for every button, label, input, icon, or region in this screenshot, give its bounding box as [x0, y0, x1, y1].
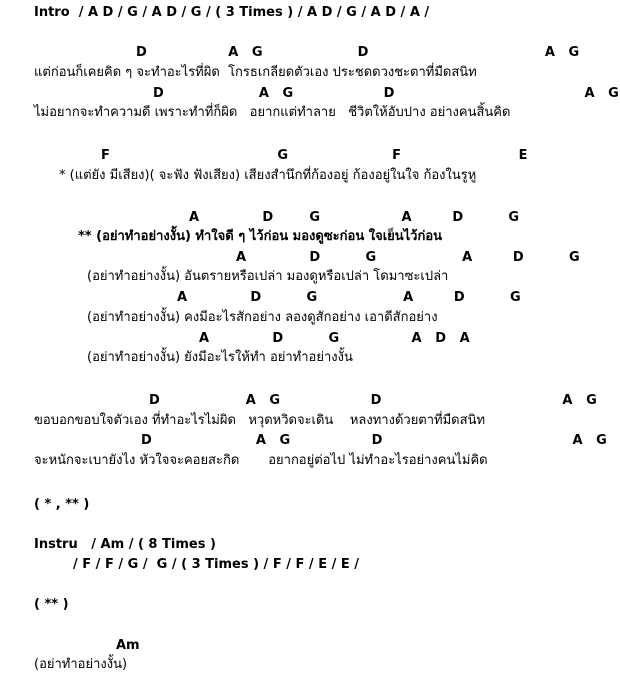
verse2-lyric-line-1: ขอบอกขอบใจตัวเอง ที่ทำอะไรไม่ผิด หวุดหวิดจะเดิน หลงทางด้วยตาที่มืดสนิท — [34, 413, 486, 428]
instru-line-1: Instru / Am / ( 8 Times ) — [34, 537, 216, 552]
verse1-chord-line-2: D A G D A G — [153, 86, 619, 101]
chorus-lyric-line-1: ** (อย่าทำอย่างงั้น) ทำใจดี ๆ ไว้ก่อน มองดูซะก่อน ใจเย็นไว้ก่อน — [78, 229, 443, 244]
chorus-chord-line-2: A D G A D G — [236, 250, 580, 265]
verse1-lyric-line-1: แต่ก่อนก็เคยคิด ๆ จะทำอะไรที่ผิด โกรธเกลียดตัวเอง ประชดดวงชะตาที่มืดสนิท — [34, 65, 477, 80]
intro-line: Intro / A D / G / A D / G / ( 3 Times ) / A D / G / A D / A / — [34, 5, 430, 20]
instru-line-2: / F / F / G / G / ( 3 Times ) / F / F / E / E / — [73, 557, 360, 572]
verse2-chord-line-1: D A G D A G — [149, 393, 597, 408]
chorus-lyric-line-2: (อย่าทำอย่างงั้น) อันตรายหรือเปล่า มองดูหรือเปล่า โดมาซะเปล่า — [87, 269, 449, 284]
outro-chord-line: Am — [116, 638, 140, 653]
chorus-lyric-line-4: (อย่าทำอย่างงั้น) ยังมีอะไรให้ทำ อย่าทำอย่างงั้น — [87, 350, 353, 365]
prechorus-lyric-line: * (แต่ยัง มีเสียง)( จะฟัง ฟังเสียง) เสียงสำนึกที่ก้องอยู่ ก้องอยู่ในใจ ก้องในรูหู — [59, 168, 477, 183]
repeat-marker-1: ( * , ** ) — [34, 497, 90, 512]
repeat-marker-2: ( ** ) — [34, 597, 69, 612]
chorus-chord-line-3: A D G A D G — [177, 290, 521, 305]
chorus-lyric-line-3: (อย่าทำอย่างงั้น) คงมีอะไรสักอย่าง ลองดูสักอย่าง เอาดีสักอย่าง — [87, 310, 438, 325]
prechorus-chord-line: F G F E — [101, 148, 528, 163]
verse1-lyric-line-2: ไม่อยากจะทำความดี เพราะทำที่ก็ผิด อยากแต่ทำลาย ชีวิตให้อับปาง อย่างคนสิ้นคิด — [34, 105, 511, 120]
chorus-chord-line-1: A D G A D G — [189, 210, 520, 225]
chorus-chord-line-4: A D G A D A — [199, 331, 470, 346]
verse1-chord-line-1: D A G D A G — [136, 45, 580, 60]
verse2-chord-line-2: D A G D A G — [141, 433, 607, 448]
verse2-lyric-line-2: จะหนักจะเบายังไง หัวใจจะคอยสะกิด อยากอยู่ต่อไป ไม่ทำอะไรอย่างคนไม่คิด — [34, 453, 488, 468]
outro-lyric-line: (อย่าทำอย่างงั้น) — [34, 657, 128, 672]
